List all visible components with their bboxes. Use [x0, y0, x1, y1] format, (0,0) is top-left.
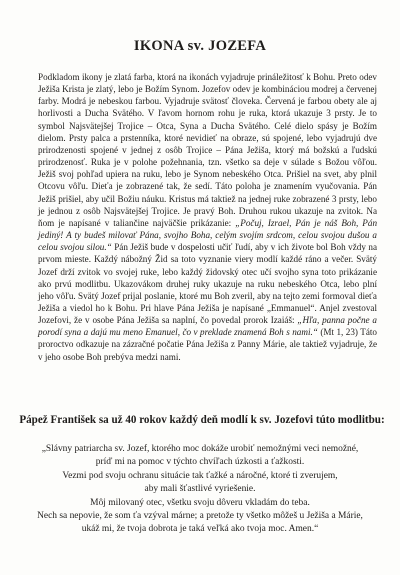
prayer-line: Môj milovaný otec, všetku svoju dôveru vkladám do teba. — [90, 497, 310, 508]
prayer-line: aby mali šťastlivé vyriešenie. — [144, 484, 256, 495]
body-paragraph — [38, 71, 377, 363]
prayer-line: ukáž mi, že tvoja dobrota je taká veľká ako tvoja moc. Amen.“ — [81, 524, 319, 535]
prayer-line: príď mi na pomoc v týchto chvíľach úzkosti a ťažkosti. — [95, 457, 305, 468]
prayer-line: „Slávny patriarcha sv. Jozef, ktorého moc dokáže urobiť nemožnými veci nemožné, — [41, 444, 359, 454]
pope-prayer-heading: Pápež František sa už 40 rokov každý deň modlí k sv. Jozefovi túto modlitbu: — [19, 414, 385, 426]
article-body — [38, 71, 377, 363]
body-quote-2: „Hľa, panna počne a porodí syna a dajú mu meno Emanuel, čo v preklade znamená Boh s nami.“ — [38, 315, 377, 338]
body-text-1: Podkladom ikony je zlatá farba, ktorá na ikonách vyjadruje prináležitosť k Bohu. Preto odev Ježiša Krista je zlatý, lebo je Božím Synom. Jozefov odev je kombináciou modrej a červenej farby. Modrá je nebeskou farbou. Vyjadruje svätosť človeka. Červená je farbou obety ale aj horlivosti a Ducha Svätého. V ľavom hornom rohu je ruka, ktorá ukazuje 3 prsty. Je to symbol Najsvätejšej Trojice – Otca, Syna a Ducha Svätého. Celé dielo spásy je Božím dielom. Prsty palca a prstenníka, ktoré nevidieť na obraze, sú spojené, lebo vyjadrujú dve prirodzenosti spojené v jednej z osôb Trojice – Pána Ježiša, ktorý má božskú a ľudskú prirodzenosť. Ruka je v polohe požehnania, tzn. všetko sa deje v súlade s Božou vôľou. Ježiš svoj pohľad upiera na ruku, lebo je Synom nebeského Otca. Prišiel na svet, aby plnil Otcovu vôľu. Dieťa je zobrazené tak, že sedí. Táto poloha je znamením vyučovania. Pán Ježiš prišiel, aby učil Božiu náuku. Kristus má taktiež na jednej ruke zobrazené 3 prsty, lebo je jednou z osôb Najsvätejšej Trojice. Je pravý Boh. Druhou rukou ukazuje na zvitok. Na ňom je napísané v taliančine najväčšie prikázanie: — [38, 72, 377, 228]
prayer-line: Nech sa nepovie, že som ťa vzýval márne; a pretože ty všetko môžeš u Ježiša a Márie, — [37, 511, 363, 522]
body-text-3: (Mt 1, 23) Táto proroctvo odkazuje na zázračné počatie Pána Ježiša z Panny Márie, ale taktiež vyjadruje, že v jeho osobe Boh prebýva medzi nami. — [38, 327, 377, 362]
body-quote-1: „Počuj, Izrael, Pán je náš Boh, Pán jediný! A ty budeš milovať Pána, svojho Boha, celým svojím srdcom, celou svojou dušou a celou svojou silou.“ — [38, 217, 378, 253]
prayer-text — [0, 443, 400, 537]
body-text-2: Pán Ježiš bude v dospelosti učiť ľudí, aby v ich živote bol Boh vždy na prvom mieste. Každý nábožný Žid sa toto vyznanie viery modlí každé ráno a večer. Svätý Jozef drží zvitok vo svojej ruke, lebo každý židovský otec učí svojho syna toto prikázanie ako prvú modlitbu. Ukazovákom druhej ruky ukazuje na ruku nebeského Otca, lebo plní jeho vôľu. Svätý Jozef prijal poslanie, ktoré mu Boh zveril, aby na tejto zemi formoval dieťa Ježiša a viedol ho k Bohu. Pri hlave Pána Ježiša je napísané „Emmanuel“. Anjel zvestoval Jozefovi, že v osobe Pána Ježiša sa naplní, čo povedal prorok Izaiáš: — [38, 242, 377, 326]
page-title: IKONA sv. JOZEFA — [133, 38, 267, 54]
prayer-line: Vezmi pod svoju ochranu situácie tak ťažké a náročné, ktoré ti zverujem, — [62, 470, 338, 481]
